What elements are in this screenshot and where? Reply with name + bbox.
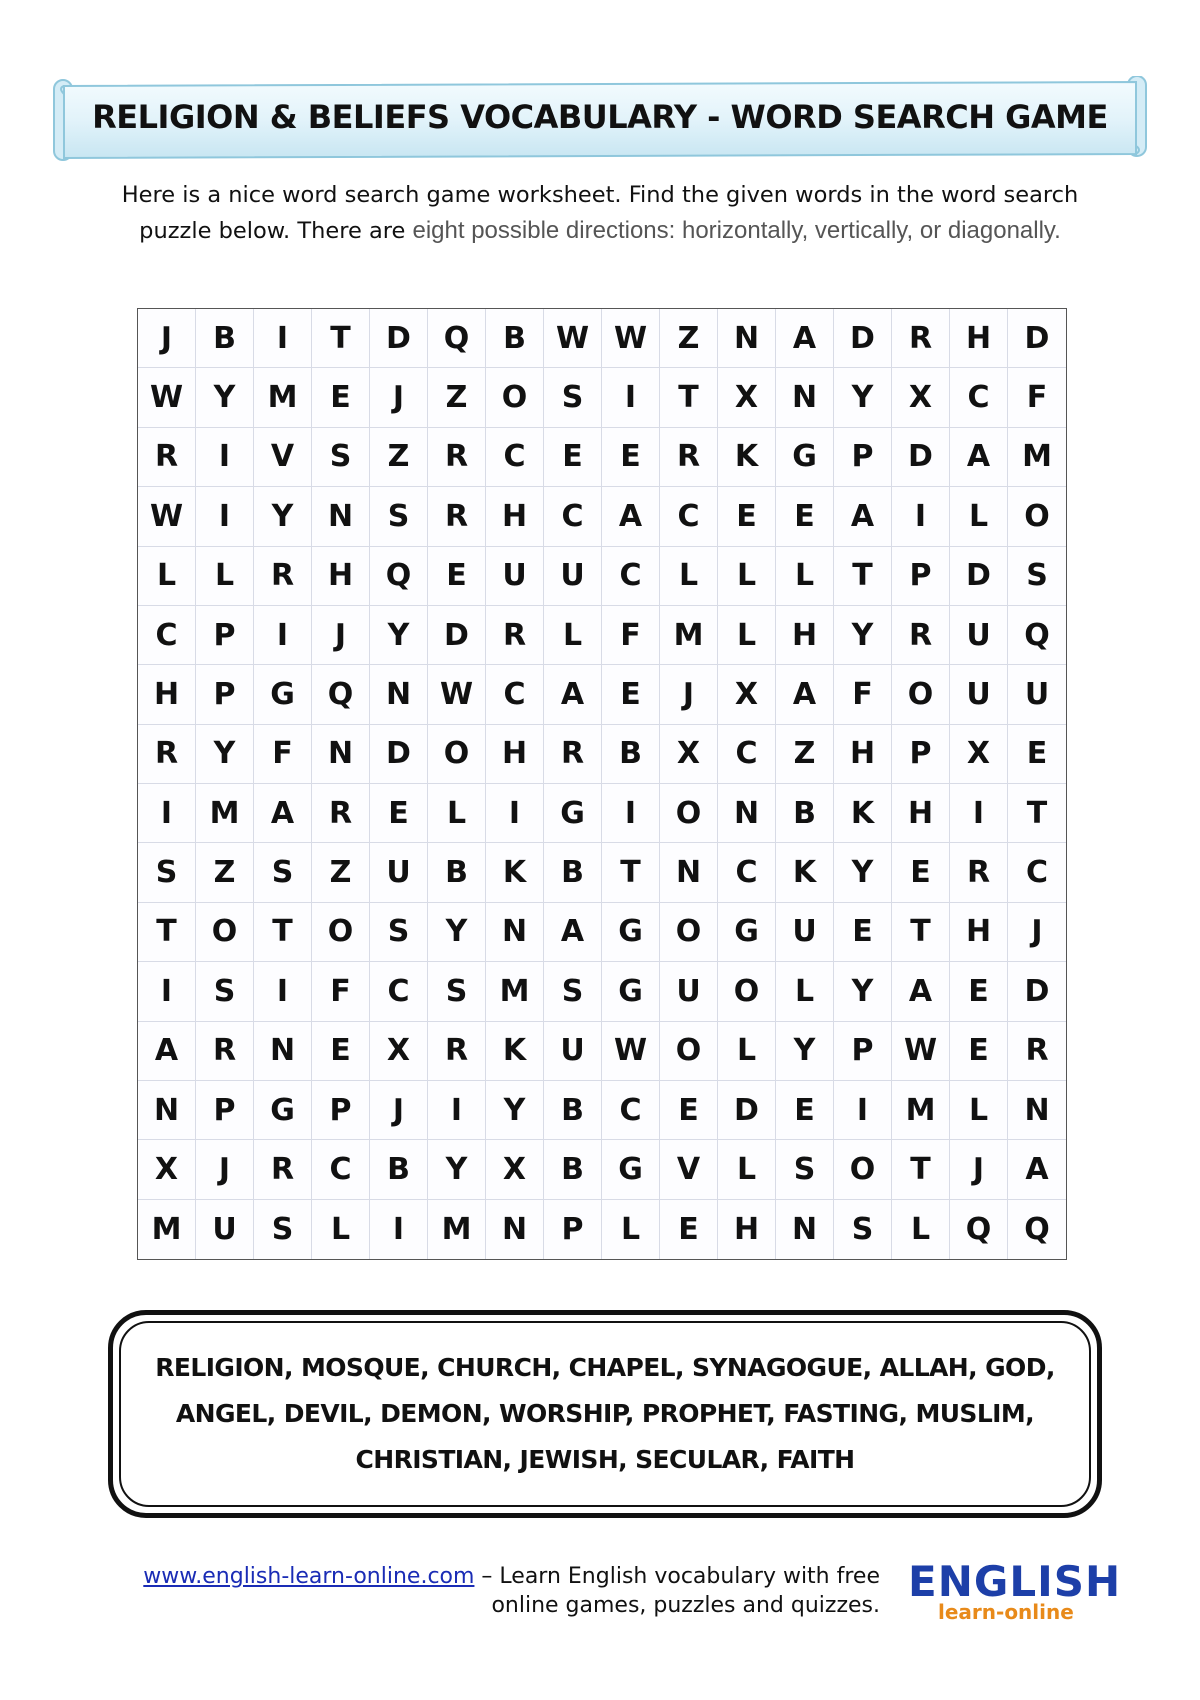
grid-cell[interactable]: E (312, 368, 370, 427)
grid-cell[interactable]: D (950, 547, 1008, 606)
grid-cell[interactable]: Z (660, 309, 718, 368)
grid-cell[interactable]: E (312, 1022, 370, 1081)
grid-cell[interactable]: C (312, 1140, 370, 1199)
grid-cell[interactable]: E (602, 665, 660, 724)
grid-cell[interactable]: Y (834, 368, 892, 427)
grid-cell[interactable]: C (486, 428, 544, 487)
grid-cell[interactable]: L (950, 487, 1008, 546)
grid-cell[interactable]: E (950, 1022, 1008, 1081)
grid-cell[interactable]: I (428, 1081, 486, 1140)
grid-cell[interactable]: R (138, 725, 196, 784)
grid-cell[interactable]: E (544, 428, 602, 487)
grid-cell[interactable]: P (196, 606, 254, 665)
grid-cell[interactable]: U (950, 665, 1008, 724)
grid-cell[interactable]: G (254, 665, 312, 724)
grid-cell[interactable]: T (138, 903, 196, 962)
grid-cell[interactable]: G (776, 428, 834, 487)
grid-cell[interactable]: X (950, 725, 1008, 784)
grid-cell[interactable]: U (950, 606, 1008, 665)
grid-cell[interactable]: A (544, 903, 602, 962)
grid-cell[interactable]: C (138, 606, 196, 665)
grid-cell[interactable]: A (138, 1022, 196, 1081)
grid-cell[interactable]: N (312, 487, 370, 546)
grid-cell[interactable]: S (370, 903, 428, 962)
grid-cell[interactable]: J (660, 665, 718, 724)
grid-cell[interactable]: R (254, 1140, 312, 1199)
grid-cell[interactable]: C (718, 725, 776, 784)
grid-cell[interactable]: M (254, 368, 312, 427)
grid-cell[interactable]: N (660, 843, 718, 902)
grid-cell[interactable]: E (776, 1081, 834, 1140)
grid-cell[interactable]: Q (370, 547, 428, 606)
grid-cell[interactable]: D (370, 725, 428, 784)
grid-cell[interactable]: I (138, 962, 196, 1021)
grid-cell[interactable]: W (428, 665, 486, 724)
grid-cell[interactable]: G (544, 784, 602, 843)
grid-cell[interactable]: L (312, 1200, 370, 1259)
grid-cell[interactable]: F (1008, 368, 1066, 427)
grid-cell[interactable]: W (892, 1022, 950, 1081)
grid-cell[interactable]: R (428, 1022, 486, 1081)
grid-cell[interactable]: O (892, 665, 950, 724)
grid-cell[interactable]: L (544, 606, 602, 665)
grid-cell[interactable]: E (892, 843, 950, 902)
grid-cell[interactable]: Z (370, 428, 428, 487)
grid-cell[interactable]: L (892, 1200, 950, 1259)
grid-cell[interactable]: E (776, 487, 834, 546)
grid-cell[interactable]: B (544, 843, 602, 902)
grid-cell[interactable]: O (312, 903, 370, 962)
grid-cell[interactable]: R (486, 606, 544, 665)
intro-line-2a: puzzle below. There are (139, 218, 413, 244)
grid-cell[interactable]: B (544, 1140, 602, 1199)
grid-cell[interactable]: N (486, 1200, 544, 1259)
grid-cell[interactable]: L (428, 784, 486, 843)
grid-cell[interactable]: R (312, 784, 370, 843)
grid-cell[interactable]: M (660, 606, 718, 665)
grid-cell[interactable]: S (254, 1200, 312, 1259)
grid-cell[interactable]: U (544, 547, 602, 606)
grid-cell[interactable]: A (602, 487, 660, 546)
grid-cell[interactable]: S (138, 843, 196, 902)
grid-cell[interactable]: K (776, 843, 834, 902)
grid-cell[interactable]: Y (834, 843, 892, 902)
grid-cell[interactable]: P (892, 725, 950, 784)
grid-cell[interactable]: H (834, 725, 892, 784)
grid-cell[interactable]: X (718, 368, 776, 427)
grid-cell[interactable]: P (834, 428, 892, 487)
grid-cell[interactable]: Q (428, 309, 486, 368)
grid-cell[interactable]: F (602, 606, 660, 665)
grid-cell[interactable]: A (834, 487, 892, 546)
grid-cell[interactable]: R (544, 725, 602, 784)
grid-cell[interactable]: S (834, 1200, 892, 1259)
grid-cell[interactable]: O (660, 903, 718, 962)
grid-cell[interactable]: I (602, 368, 660, 427)
grid-cell[interactable]: X (138, 1140, 196, 1199)
grid-cell[interactable]: U (1008, 665, 1066, 724)
grid-cell[interactable]: J (370, 368, 428, 427)
grid-cell[interactable]: J (138, 309, 196, 368)
grid-cell[interactable]: I (950, 784, 1008, 843)
grid-cell[interactable]: Z (312, 843, 370, 902)
grid-cell[interactable]: H (892, 784, 950, 843)
grid-cell[interactable]: Z (196, 843, 254, 902)
grid-cell[interactable]: A (776, 309, 834, 368)
grid-cell[interactable]: E (718, 487, 776, 546)
grid-cell[interactable]: M (892, 1081, 950, 1140)
grid-cell[interactable]: H (312, 547, 370, 606)
grid-cell[interactable]: V (660, 1140, 718, 1199)
grid-cell[interactable]: S (544, 368, 602, 427)
intro-line-1: Here is a nice word search game worksheet. Find the given words in the word search (121, 182, 1079, 208)
grid-cell[interactable]: E (1008, 725, 1066, 784)
grid-cell[interactable]: P (196, 1081, 254, 1140)
grid-cell[interactable]: O (660, 784, 718, 843)
grid-cell[interactable]: G (602, 962, 660, 1021)
word-list-box (108, 1310, 1102, 1518)
grid-cell[interactable]: U (660, 962, 718, 1021)
grid-cell[interactable]: L (776, 547, 834, 606)
grid-cell[interactable]: H (486, 487, 544, 546)
grid-cell[interactable]: P (196, 665, 254, 724)
grid-cell[interactable]: S (370, 487, 428, 546)
grid-cell[interactable]: T (254, 903, 312, 962)
grid-cell[interactable]: R (1008, 1022, 1066, 1081)
grid-cell[interactable]: E (660, 1200, 718, 1259)
word-search-grid (137, 308, 1067, 1260)
grid-cell[interactable]: Y (254, 487, 312, 546)
grid-cell[interactable]: N (776, 368, 834, 427)
grid-cell[interactable]: I (254, 309, 312, 368)
grid-cell[interactable]: P (544, 1200, 602, 1259)
grid-cell[interactable]: O (196, 903, 254, 962)
word-list-line-1: RELIGION, MOSQUE, CHURCH, CHAPEL, SYNAGOGUE, ALLAH, GOD, (155, 1353, 1055, 1382)
grid-cell[interactable]: S (428, 962, 486, 1021)
grid-cell[interactable]: H (718, 1200, 776, 1259)
grid-cell[interactable]: H (138, 665, 196, 724)
grid-cell[interactable]: E (834, 903, 892, 962)
grid-cell[interactable]: J (1008, 903, 1066, 962)
grid-cell[interactable]: M (1008, 428, 1066, 487)
word-list-inner (119, 1321, 1091, 1507)
grid-cell[interactable]: D (834, 309, 892, 368)
grid-cell[interactable]: D (718, 1081, 776, 1140)
intro-line-2b: eight possible directions: horizontally, vertically, or diagonally. (412, 217, 1061, 244)
grid-cell[interactable]: R (254, 547, 312, 606)
grid-cell[interactable]: O (834, 1140, 892, 1199)
grid-cell[interactable]: I (370, 1200, 428, 1259)
grid-cell[interactable]: M (138, 1200, 196, 1259)
grid-cell[interactable]: M (428, 1200, 486, 1259)
grid-cell[interactable]: I (196, 487, 254, 546)
grid-cell[interactable]: N (312, 725, 370, 784)
grid-cell[interactable]: L (138, 547, 196, 606)
grid-cell[interactable]: N (1008, 1081, 1066, 1140)
grid-cell[interactable]: T (660, 368, 718, 427)
footer-tagline-1: – Learn English vocabulary with free (474, 1564, 880, 1589)
grid-cell[interactable]: I (486, 784, 544, 843)
grid-cell[interactable]: W (138, 487, 196, 546)
grid-cell[interactable]: C (718, 843, 776, 902)
grid-cell[interactable]: B (428, 843, 486, 902)
grid-cell[interactable]: N (370, 665, 428, 724)
grid-cell[interactable]: C (1008, 843, 1066, 902)
grid-cell[interactable]: I (602, 784, 660, 843)
grid-cell[interactable]: Y (834, 962, 892, 1021)
grid-cell[interactable]: K (486, 1022, 544, 1081)
grid-cell[interactable]: L (776, 962, 834, 1021)
grid-cell[interactable]: S (776, 1140, 834, 1199)
grid-cell[interactable]: Y (428, 903, 486, 962)
grid-cell[interactable]: G (602, 1140, 660, 1199)
grid-cell[interactable]: D (892, 428, 950, 487)
grid-cell[interactable]: W (602, 1022, 660, 1081)
grid-cell[interactable]: L (660, 547, 718, 606)
website-link[interactable]: www.english-learn-online.com (143, 1564, 475, 1589)
grid-cell[interactable]: G (254, 1081, 312, 1140)
word-list-line-3: CHRISTIAN, JEWISH, SECULAR, FAITH (355, 1445, 855, 1474)
grid-cell[interactable]: M (196, 784, 254, 843)
grid-cell[interactable]: T (892, 1140, 950, 1199)
grid-cell[interactable]: X (660, 725, 718, 784)
grid-cell[interactable]: I (138, 784, 196, 843)
grid-cell[interactable]: N (718, 309, 776, 368)
grid-cell[interactable]: H (950, 903, 1008, 962)
grid-cell[interactable]: R (660, 428, 718, 487)
grid-cell[interactable]: O (1008, 487, 1066, 546)
grid-cell[interactable]: X (892, 368, 950, 427)
grid-cell[interactable]: A (1008, 1140, 1066, 1199)
grid-cell[interactable]: V (254, 428, 312, 487)
grid-cell[interactable]: D (1008, 309, 1066, 368)
grid-cell[interactable]: E (428, 547, 486, 606)
grid-cell[interactable]: X (718, 665, 776, 724)
footer (100, 1562, 880, 1620)
grid-cell[interactable]: K (486, 843, 544, 902)
page-title: RELIGION & BELIEFS VOCABULARY - WORD SEARCH GAME (92, 98, 1108, 136)
grid-cell[interactable]: D (370, 309, 428, 368)
grid-cell[interactable]: Y (196, 725, 254, 784)
grid-cell[interactable]: L (950, 1081, 1008, 1140)
grid-cell[interactable]: N (486, 903, 544, 962)
grid-cell[interactable]: C (950, 368, 1008, 427)
grid-cell[interactable]: I (196, 428, 254, 487)
grid-cell[interactable]: B (370, 1140, 428, 1199)
title-banner (52, 76, 1148, 164)
grid-cell[interactable]: R (196, 1022, 254, 1081)
grid-cell[interactable]: A (544, 665, 602, 724)
grid-cell[interactable]: R (138, 428, 196, 487)
grid-cell[interactable]: A (892, 962, 950, 1021)
grid-cell[interactable]: B (544, 1081, 602, 1140)
grid-cell[interactable]: L (718, 547, 776, 606)
grid-cell[interactable]: T (892, 903, 950, 962)
grid-cell[interactable]: A (950, 428, 1008, 487)
grid-cell[interactable]: W (544, 309, 602, 368)
grid-cell[interactable]: R (950, 843, 1008, 902)
grid-cell[interactable]: E (950, 962, 1008, 1021)
grid-cell[interactable]: I (892, 487, 950, 546)
grid-cell[interactable]: H (486, 725, 544, 784)
grid-cell[interactable]: F (312, 962, 370, 1021)
grid-cell[interactable]: P (312, 1081, 370, 1140)
grid-cell[interactable]: Q (312, 665, 370, 724)
grid-cell[interactable]: H (950, 309, 1008, 368)
grid-cell[interactable]: C (602, 1081, 660, 1140)
grid-cell[interactable]: X (370, 1022, 428, 1081)
grid-cell[interactable]: E (370, 784, 428, 843)
grid-cell[interactable]: R (892, 606, 950, 665)
grid-cell[interactable]: Q (950, 1200, 1008, 1259)
grid-cell[interactable]: R (892, 309, 950, 368)
grid-cell[interactable]: R (428, 428, 486, 487)
grid-cell[interactable]: B (602, 725, 660, 784)
grid-cell[interactable]: I (834, 1081, 892, 1140)
grid-cell[interactable]: Y (776, 1022, 834, 1081)
grid-cell[interactable]: J (196, 1140, 254, 1199)
grid-cell[interactable]: P (892, 547, 950, 606)
grid-cell[interactable]: T (602, 843, 660, 902)
grid-cell[interactable]: K (718, 428, 776, 487)
grid-cell[interactable]: L (718, 606, 776, 665)
grid-cell[interactable]: Y (370, 606, 428, 665)
grid-cell[interactable]: S (544, 962, 602, 1021)
grid-cell[interactable]: W (138, 368, 196, 427)
grid-cell[interactable]: E (602, 428, 660, 487)
english-learn-online-logo[interactable] (908, 1557, 1122, 1630)
grid-cell[interactable]: O (486, 368, 544, 427)
grid-cell[interactable]: N (254, 1022, 312, 1081)
grid-cell[interactable]: L (602, 1200, 660, 1259)
grid-cell[interactable]: O (718, 962, 776, 1021)
grid-cell[interactable]: A (254, 784, 312, 843)
footer-tagline-2: online games, puzzles and quizzes. (491, 1593, 880, 1618)
grid-cell[interactable]: J (370, 1081, 428, 1140)
grid-cell[interactable]: C (544, 487, 602, 546)
grid-cell[interactable]: D (1008, 962, 1066, 1021)
grid-cell[interactable]: S (196, 962, 254, 1021)
grid-cell[interactable]: J (312, 606, 370, 665)
grid-cell[interactable]: S (312, 428, 370, 487)
grid-cell[interactable]: B (486, 309, 544, 368)
logo-sub-text: learn-online (938, 1600, 1074, 1624)
grid-cell[interactable]: O (660, 1022, 718, 1081)
grid-cell[interactable]: L (718, 1022, 776, 1081)
grid-cell[interactable]: J (950, 1140, 1008, 1199)
grid-cell[interactable]: B (196, 309, 254, 368)
grid-cell[interactable]: K (834, 784, 892, 843)
grid-cell[interactable]: D (428, 606, 486, 665)
grid-cell[interactable]: G (602, 903, 660, 962)
grid-cell[interactable]: Y (428, 1140, 486, 1199)
grid-cell[interactable]: R (428, 487, 486, 546)
grid-cell[interactable]: Z (776, 725, 834, 784)
intro-text (50, 178, 1150, 249)
grid-cell[interactable]: B (776, 784, 834, 843)
grid-cell[interactable]: A (776, 665, 834, 724)
grid-cell[interactable]: Q (1008, 606, 1066, 665)
logo-main-text: ENGLISH (908, 1557, 1122, 1606)
grid-cell[interactable]: L (718, 1140, 776, 1199)
grid-cell[interactable]: Z (428, 368, 486, 427)
grid-cell[interactable]: G (718, 903, 776, 962)
grid-cell[interactable]: S (254, 843, 312, 902)
word-list-line-2: ANGEL, DEVIL, DEMON, WORSHIP, PROPHET, FASTING, MUSLIM, (175, 1399, 1035, 1428)
grid-cell[interactable]: L (196, 547, 254, 606)
grid-cell[interactable]: Y (486, 1081, 544, 1140)
grid-cell[interactable]: C (370, 962, 428, 1021)
grid-cell[interactable]: U (776, 903, 834, 962)
grid-cell[interactable]: Y (834, 606, 892, 665)
grid-cell[interactable]: N (138, 1081, 196, 1140)
grid-cell[interactable]: N (776, 1200, 834, 1259)
grid-cell[interactable]: M (486, 962, 544, 1021)
grid-cell[interactable]: I (254, 962, 312, 1021)
grid-cell[interactable]: T (312, 309, 370, 368)
grid-cell[interactable]: T (834, 547, 892, 606)
grid-cell[interactable]: Y (196, 368, 254, 427)
grid-cell[interactable]: Q (1008, 1200, 1066, 1259)
grid-cell[interactable]: I (254, 606, 312, 665)
grid-cell[interactable]: X (486, 1140, 544, 1199)
grid-cell[interactable]: S (1008, 547, 1066, 606)
grid-cell[interactable]: U (544, 1022, 602, 1081)
grid-cell[interactable]: W (602, 309, 660, 368)
grid-cell[interactable]: C (602, 547, 660, 606)
grid-cell[interactable]: N (718, 784, 776, 843)
grid-cell[interactable]: P (834, 1022, 892, 1081)
grid-cell[interactable]: H (776, 606, 834, 665)
grid-cell[interactable]: E (660, 1081, 718, 1140)
grid-cell[interactable]: U (486, 547, 544, 606)
grid-cell[interactable]: F (834, 665, 892, 724)
grid-cell[interactable]: C (486, 665, 544, 724)
grid-cell[interactable]: O (428, 725, 486, 784)
grid-cell[interactable]: F (254, 725, 312, 784)
grid-cell[interactable]: U (370, 843, 428, 902)
grid-cell[interactable]: C (660, 487, 718, 546)
grid-cell[interactable]: U (196, 1200, 254, 1259)
grid-cell[interactable]: T (1008, 784, 1066, 843)
